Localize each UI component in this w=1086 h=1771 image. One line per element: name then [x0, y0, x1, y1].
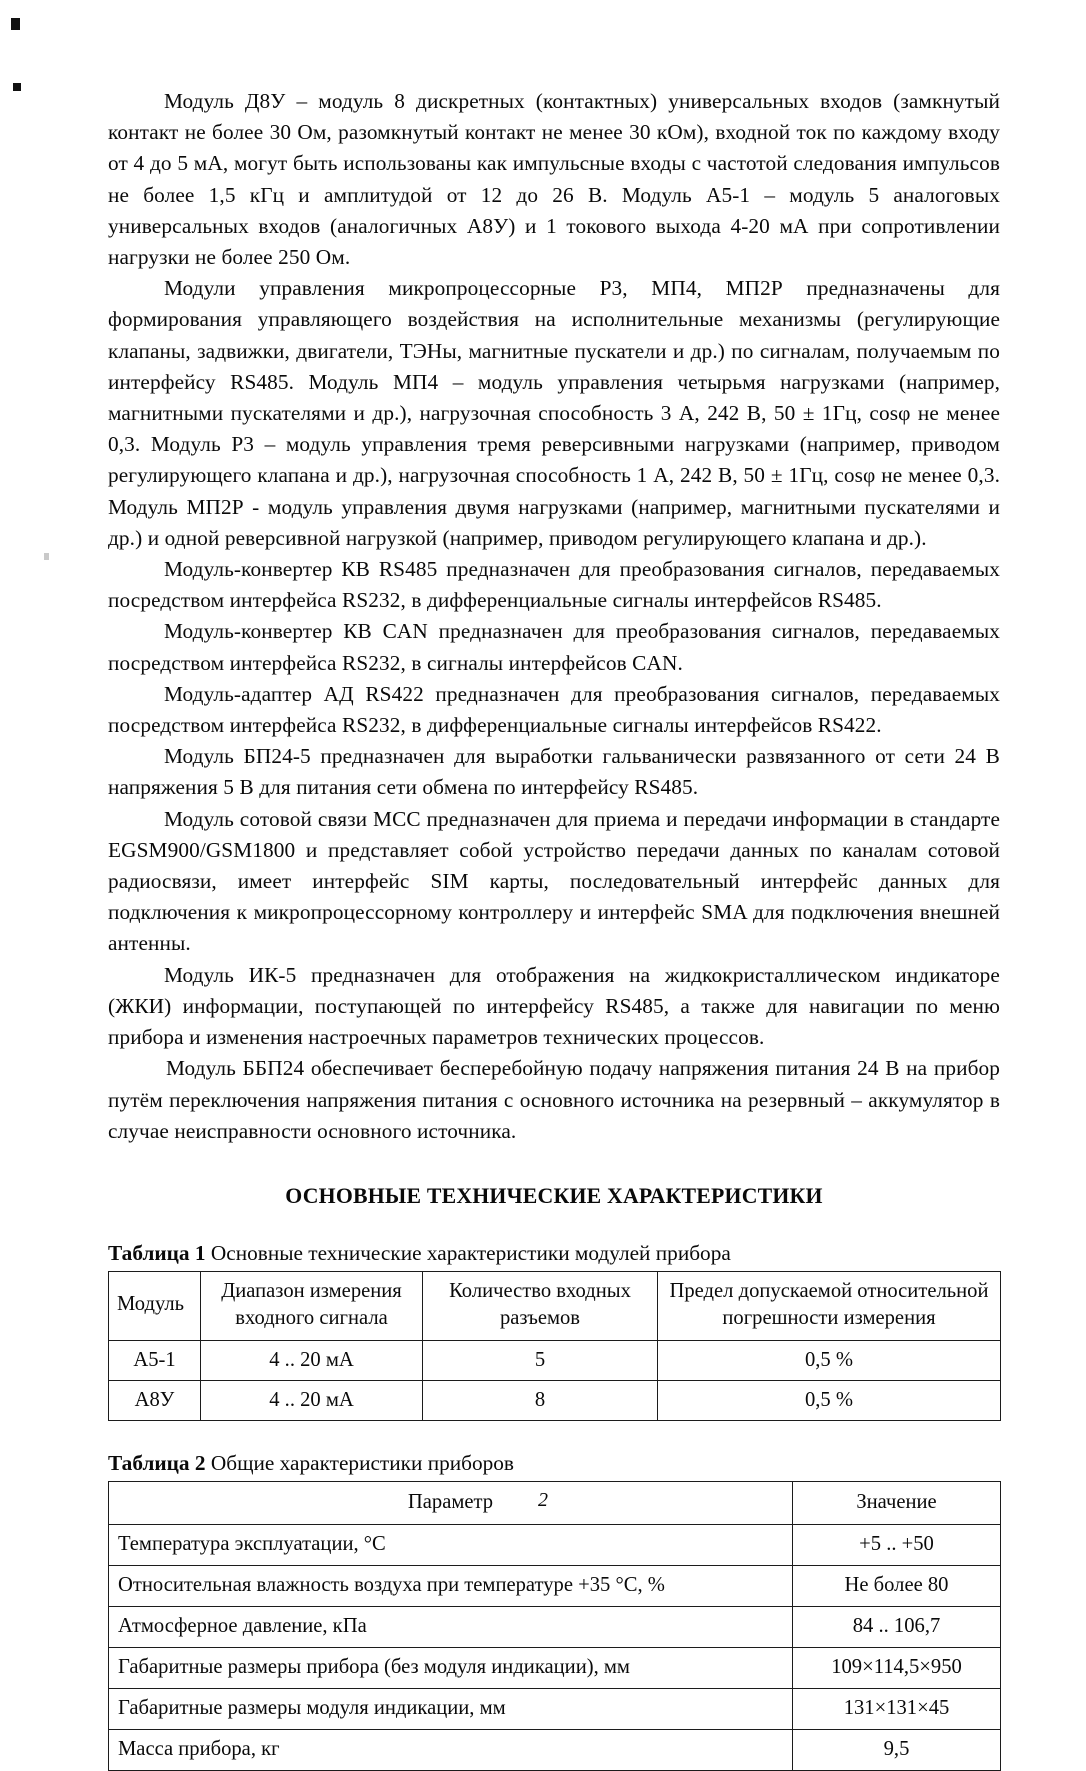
- table1-header-range: [201, 1271, 423, 1340]
- table-row: [109, 1340, 1001, 1380]
- scan-artifact-icon: [13, 83, 21, 91]
- table-row: [109, 1688, 1001, 1729]
- page-number: 2: [538, 1489, 548, 1511]
- table1-cell: 0,5 %: [658, 1340, 1001, 1380]
- table1-header-connectors: [423, 1271, 658, 1340]
- table2-cell-parameter: Масса прибора, кг: [109, 1729, 793, 1770]
- table2-caption-lead: Таблица 2: [108, 1450, 206, 1475]
- table1-header-range-line2: входного сигнала: [235, 1306, 388, 1329]
- table1-header-error-line1: Предел допускаемой относительной: [669, 1279, 989, 1302]
- paragraph-mcc-cellular: Модуль сотовой связи МСС предназначен для приема и передачи информации в стандарте EGSM900/GSM1800 и представляет собой устройство передачи данных по каналам сотовой радиосвязи, имеет интерфейс SIM карты, последовательный интерфейс данных для подключения к микропроцессорному контроллеру и интерфейс SMA для подключения внешней антенны.: [108, 806, 1000, 956]
- paragraph-bbp24: Модуль ББП24 обеспечивает бесперебойную подачу напряжения питания 24 В на прибор путём переключения напряжения питания с основного источника на резервный – аккумулятор в случае неисправности основного источника.: [108, 1056, 1000, 1143]
- table-header-row: [109, 1271, 1001, 1340]
- table1-header-error: [658, 1271, 1001, 1340]
- table2-cell-parameter: Относительная влажность воздуха при температуре +35 °С, %: [109, 1565, 793, 1606]
- table2-cell-value: 84 .. 106,7: [793, 1606, 1001, 1647]
- table1-caption-rest: Основные технические характеристики модулей прибора: [205, 1240, 731, 1265]
- table1-cell: 5: [423, 1340, 658, 1380]
- table2-cell-parameter: Габаритные размеры прибора (без модуля индикации), мм: [109, 1647, 793, 1688]
- table-row: [109, 1565, 1001, 1606]
- table1-caption: [108, 1240, 1000, 1266]
- table1-caption-lead: Таблица 1: [108, 1240, 206, 1265]
- paragraph-d8u-a5-1: Модуль Д8У – модуль 8 дискретных (контактных) универсальных входов (замкнутый контакт не более 30 Ом, разомкнутый контакт не менее 30 кОм), входной ток по каждому входу от 4 до 5 мА, могут быть использованы как импульсные входы с частотой следования импульсов не более 1,5 кГц и амплитудой от 12 до 26 В. Модуль А5-1 – модуль 5 аналоговых универсальных входов (аналогичных А8У) и 1 токового выхода 4-20 мА при сопротивлении нагрузки не более 250 Ом.: [108, 89, 1000, 270]
- table2-cell-value: Не более 80: [793, 1565, 1001, 1606]
- table1-header-connectors-line2: разъемов: [499, 1306, 581, 1329]
- paragraph-converter-kv-rs485: Модуль-конвертер КВ RS485 предназначен для преобразования сигналов, передаваемых посредством интерфейса RS232, в дифференциальные сигналы интерфейсов RS485.: [108, 557, 1000, 613]
- section-title: ОСНОВНЫЕ ТЕХНИЧЕСКИЕ ХАРАКТЕРИСТИКИ: [285, 1183, 823, 1208]
- table2-header-parameter: Параметр: [109, 1481, 793, 1524]
- table1-header-module: Модуль: [109, 1271, 201, 1340]
- scan-artifact-icon: [44, 553, 49, 560]
- table1-cell: 4 .. 20 мА: [201, 1340, 423, 1380]
- table2-cell-value: +5 .. +50: [793, 1524, 1001, 1565]
- table-row: [109, 1647, 1001, 1688]
- paragraph-converter-kv-can: Модуль-конвертер КВ CAN предназначен для преобразования сигналов, передаваемых посредством интерфейса RS232, в сигналы интерфейсов CAN.: [108, 619, 1000, 675]
- table1-header-error-line2: погрешности измерения: [722, 1306, 936, 1329]
- table1-cell: 4 .. 20 мА: [201, 1380, 423, 1420]
- table-row: [109, 1380, 1001, 1420]
- scan-artifact-icon: [11, 18, 20, 30]
- paragraph-ik-5: Модуль ИК-5 предназначен для отображения на жидкокристаллическом индикаторе (ЖКИ) информации, поступающей по интерфейсу RS485, а также для навигации по меню прибора и изменения настроечных параметров технических процессов.: [108, 962, 1000, 1050]
- document-body: [108, 86, 1000, 1771]
- table-module-specs: [108, 1271, 1001, 1421]
- table-general-specs: [108, 1481, 1001, 1771]
- table1-header-range-line1: Диапазон измерения: [221, 1279, 402, 1302]
- table2-cell-parameter: Атмосферное давление, кПа: [109, 1606, 793, 1647]
- paragraph-adapter-ad-rs422: Модуль-адаптер АД RS422 предназначен для преобразования сигналов, передаваемых посредством интерфейса RS232, в дифференциальные сигналы интерфейсов RS422.: [108, 681, 1000, 738]
- table-row: [109, 1524, 1001, 1565]
- table2-header-value: Значение: [793, 1481, 1001, 1524]
- table1-cell: 8: [423, 1380, 658, 1420]
- paragraph-bp24-5: Модуль БП24-5 предназначен для выработки гальванически развязанного от сети 24 В напряжения 5 В для питания сети обмена по интерфейсу RS485.: [108, 744, 1000, 800]
- table1-header-connectors-line1: Количество входных: [449, 1279, 631, 1302]
- table1-cell: А8У: [109, 1380, 201, 1420]
- table2-caption-rest: Общие характеристики приборов: [205, 1450, 514, 1475]
- table1-cell: А5-1: [109, 1340, 201, 1380]
- table1-cell: 0,5 %: [658, 1380, 1001, 1420]
- table2-caption: [108, 1450, 1000, 1476]
- table-row: [109, 1606, 1001, 1647]
- table2-cell-parameter: Температура эксплуатации, °С: [109, 1524, 793, 1565]
- table2-cell-parameter: Габаритные размеры модуля индикации, мм: [109, 1688, 793, 1729]
- table2-cell-value: 131×131×45: [793, 1688, 1001, 1729]
- paragraph-control-modules: Модули управления микропроцессорные Р3, МП4, МП2Р предназначены для формирования управляющего воздействия на исполнительные механизмы (регулирующие клапаны, задвижки, двигатели, ТЭНы, магнитные пускатели и др.) по сигналам, получаемым по интерфейсу RS485. Модуль МП4 – модуль управления четырьмя нагрузками (например, магнитными пускателями и др.), нагрузочная способность 3 А, 242 В, 50 ± 1Гц, cosφ не менее 0,3. Модуль Р3 – модуль управления тремя реверсивными нагрузками (например, приводом регулирующего клапана и др.), нагрузочная способность 1 А, 242 В, 50 ± 1Гц, cosφ не менее 0,3. Модуль МП2Р - модуль управления двумя нагрузками (например, магнитными пускателями и др.) и одной реверсивной нагрузкой (например, приводом регулирующего клапана и др.).: [108, 276, 1000, 550]
- table2-cell-value: 9,5: [793, 1729, 1001, 1770]
- table-row: [109, 1729, 1001, 1770]
- table2-cell-value: 109×114,5×950: [793, 1647, 1001, 1688]
